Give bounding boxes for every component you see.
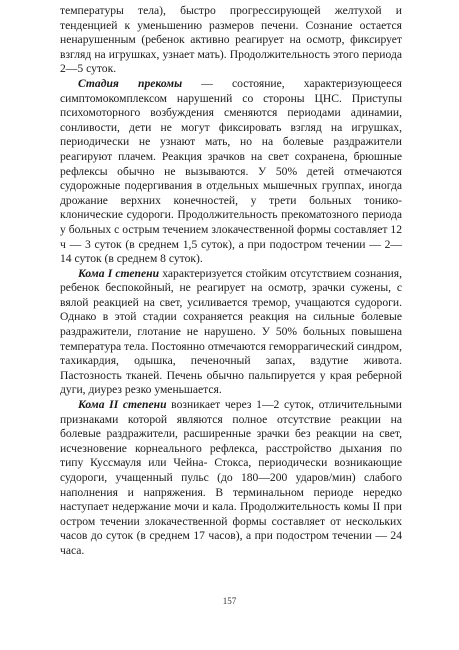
paragraph-coma-2 xyxy=(60,398,402,559)
paragraph-precoma xyxy=(60,77,402,267)
section-lead-precoma: Стадия прекомы xyxy=(78,76,183,90)
paragraph-text: возникает через 1—2 суток, отличительными признаками которой являются полное отсутствие реакции на болевые раздражители, расширенные зрачки без реакции на свет, исчезновение корнеального рефлекса, расстройство дыхания по типу Куссмауля или Чейна- Стокса, периодически возникающие судороги, учащенный пульс (до 180—200 ударов/мин) слабого наполнения и напряжения. В терминальном периоде нередко наступает недержание мочи и кала. Продолжительность комы II при остром течении злокачественной формы составляет от нескольких часов до суток (в среднем 17 часов), а при подостром течении — 24 часа. xyxy=(60,398,402,557)
page-number: 157 xyxy=(222,596,237,606)
paragraph-text: характеризуется стойким отсутствием сознания, ребенок беспокойный, не реагирует на осмотр, зрачки сужены, с вялой реакцией на свет, усиливается тремор, учащаются судороги. Однако в этой стадии сохраняется реакция на сильные болевые раздражители, глотание не нарушено. У 50% больных повышена температура тела. Постоянно отмечаются геморрагический синдром, тахикардия, одышка, печеночный запах, вздутие живота. Пастозность тканей. Печень обычно пальпируется у края реберной дуги, диурез резко уменьшается. xyxy=(60,266,402,397)
paragraph-intro xyxy=(60,4,402,77)
section-lead-coma-1: Кома I степени xyxy=(78,266,160,280)
paragraph-text: температуры тела), быстро прогрессирующей желтухой и тенденцией к уменьшению размеров печени. Сознание остается ненарушенным (ребенок активно реагирует на осмотр, фиксирует взгляд на игрушках, узнает мать). Продолжительность этого периода 2—5 суток. xyxy=(60,4,402,76)
section-lead-coma-2: Кома II степени xyxy=(78,398,167,412)
paragraph-text: — состояние, характеризующееся симптомокомплексом нарушений со стороны ЦНС. Приступы психомоторного возбуждения сменяются периодами адинамии, сонливости, дети не могут фиксировать взгляд на игрушках, периодически не узнают мать, но на болевые раздражители реагируют плачем. Реакция зрачков на свет сохранена, брюшные рефлексы обычно не вызываются. У 50% детей отмечаются судорожные подергивания в отдельных мышечных группах, иногда дрожание верхних конечностей, у трети больных тонико-клонические судороги. Продолжительность прекоматозного периода у больных с острым течением злокачественной формы составляет 12 ч — 3 суток (в среднем 1,5 суток), а при подостром течении — 2— 14 суток (в среднем 8 суток). xyxy=(60,76,402,266)
paragraph-coma-1 xyxy=(60,267,402,398)
